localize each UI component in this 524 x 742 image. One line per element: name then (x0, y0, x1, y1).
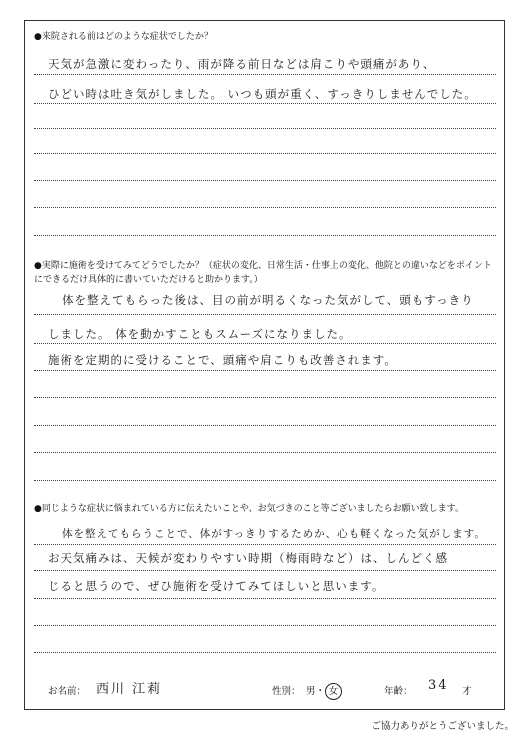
ruled-line (34, 452, 496, 453)
ruled-line (34, 235, 496, 236)
ruled-line (34, 652, 496, 653)
thanks-message: ご協力ありがとうございました。 (371, 721, 514, 732)
answer-line: 体を整えてもらうことで、体がすっきりするためか、心も軽くなった気がします。 (62, 528, 486, 540)
answer-line: 施術を定期的に受けることで、頭痛や肩こりも改善されます。 (48, 353, 397, 367)
ruled-line (34, 598, 496, 599)
ruled-line (34, 544, 496, 545)
ruled-line (34, 370, 496, 371)
age-unit: 才 (462, 686, 472, 697)
answer-line: 天気が急激に変わったり、雨が降る前日などは肩こりや頭痛があり、 (48, 57, 436, 71)
ruled-line (34, 103, 496, 104)
answer-line: お天気痛みは、天候が変わりやすい時期（梅雨時など）は、しんどく感 (48, 551, 448, 565)
ruled-line (34, 397, 496, 398)
gender-label: 性別： (272, 686, 301, 697)
gender-male: 男 (306, 686, 316, 697)
gender-options (306, 683, 342, 700)
name-label: お名前： (48, 686, 87, 697)
ruled-line (34, 480, 496, 481)
ruled-line (34, 425, 496, 426)
question-symptoms-before: ●来院される前はどのような症状でしたか？ (34, 32, 213, 42)
ruled-line (34, 314, 496, 315)
ruled-line (34, 128, 496, 129)
ruled-line (34, 570, 496, 571)
ruled-line (34, 625, 496, 626)
question-after-treatment: ●実際に施術を受けてみてどうでしたか？（症状の変化、日常生活・仕事上の変化、他院との違いなどをポイントにできるだけ具体的に書いていただけると助かります。） (34, 261, 492, 285)
ruled-line (34, 153, 496, 154)
answer-line: じると思うので、ぜひ施術を受けてみてほしいと思います。 (48, 579, 385, 593)
ruled-line (34, 343, 496, 344)
ruled-line (34, 207, 496, 208)
age-label: 年齢： (384, 686, 413, 697)
answer-line: ひどい時は吐き気がしました。 いつも頭が重く、すっきりしませんでした。 (48, 87, 477, 101)
age-value: 34 (428, 678, 449, 693)
question-message-to-others: ●同じような症状に悩まれている方に伝えたいことや、お気づきのこと等ございましたらお願い致します。 (34, 504, 464, 514)
ruled-line (34, 74, 496, 75)
answer-line: 体を整えてもらった後は、目の前が明るくなった気がして、頭もすっきり (62, 293, 474, 307)
gender-separator: ・ (315, 686, 326, 697)
answer-line: しました。 体を動かすこともスムーズになりました。 (48, 327, 352, 341)
name-value: 西川 江莉 (96, 682, 163, 697)
gender-female-circled: 女 (325, 683, 342, 700)
ruled-line (34, 180, 496, 181)
